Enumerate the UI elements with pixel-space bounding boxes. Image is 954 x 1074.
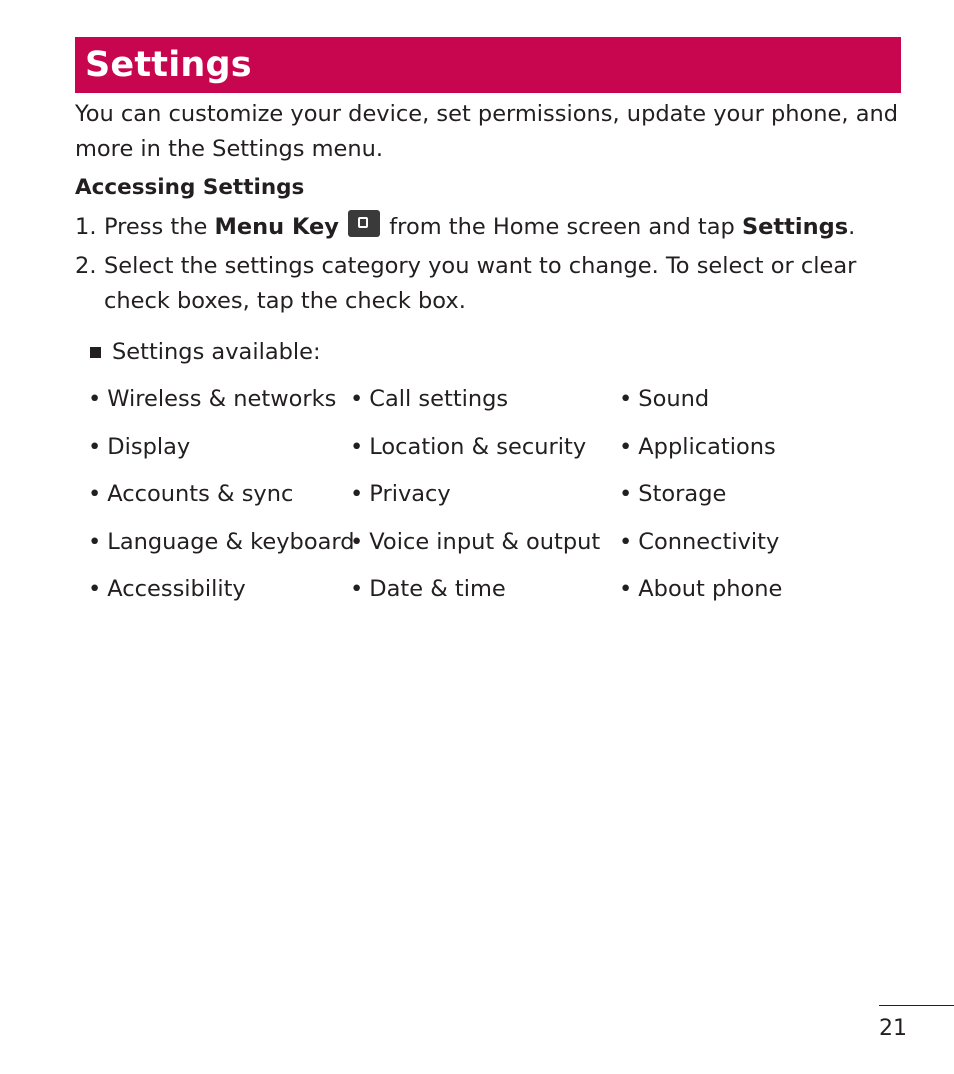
list-item: • Language & keyboard xyxy=(88,525,355,573)
list-item: • Call settings xyxy=(350,382,600,430)
list-item: • Wireless & networks xyxy=(88,382,355,430)
settings-available-label: Settings available: xyxy=(112,339,321,365)
menu-key-icon xyxy=(348,210,380,237)
settings-available xyxy=(90,335,321,370)
list-item: • Display xyxy=(88,430,355,478)
step-text: Select the settings category you want to change. To select or clear check boxes, tap the check box. xyxy=(104,253,857,314)
list-item: • Location & security xyxy=(350,430,600,478)
page-number: 21 xyxy=(879,1016,907,1041)
page-number-rule xyxy=(879,1005,954,1006)
list-item: • Accounts & sync xyxy=(88,477,355,525)
section-heading: Accessing Settings xyxy=(75,175,305,200)
intro-text: You can customize your device, set permissions, update your phone, and more in the Settings menu. xyxy=(75,101,899,162)
list-item: • About phone xyxy=(619,572,782,620)
title-bar xyxy=(75,37,901,93)
step-number: 1. xyxy=(75,214,97,240)
step-suffix: . xyxy=(848,214,856,240)
step-middle: from the Home screen and tap xyxy=(382,214,742,240)
square-bullet-icon xyxy=(90,347,101,358)
settings-column-1 xyxy=(88,382,355,620)
step-text xyxy=(104,210,901,245)
list-item: • Storage xyxy=(619,477,782,525)
list-item: • Sound xyxy=(619,382,782,430)
step-number: 2. xyxy=(75,253,97,279)
list-item: • Voice input & output xyxy=(350,525,600,573)
list-item: • Date & time xyxy=(350,572,600,620)
step-prefix: Press the xyxy=(104,214,215,240)
list-item: • Connectivity xyxy=(619,525,782,573)
settings-column-3 xyxy=(619,382,782,620)
page-title: Settings xyxy=(85,45,252,85)
list-item: • Applications xyxy=(619,430,782,478)
settings-column-2 xyxy=(350,382,600,620)
settings-label: Settings xyxy=(741,214,849,240)
list-item: • Accessibility xyxy=(88,572,355,620)
menu-key-label: Menu Key xyxy=(214,214,339,240)
list-item: • Privacy xyxy=(350,477,600,525)
